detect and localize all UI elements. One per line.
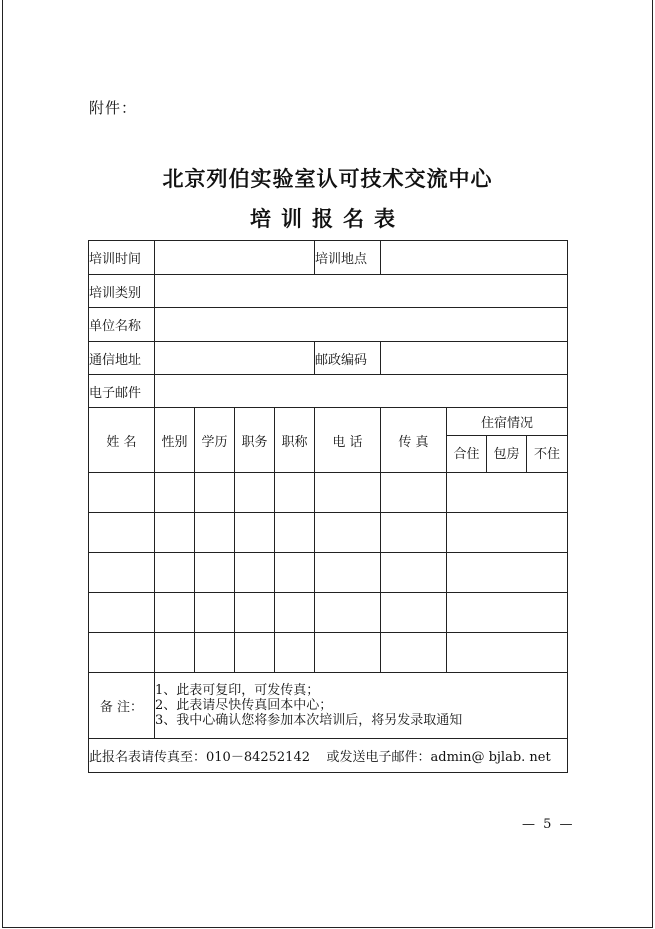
entry-cell[interactable] xyxy=(315,593,381,633)
col-header-title: 职称 xyxy=(275,408,315,473)
entry-cell[interactable] xyxy=(89,513,155,553)
entry-cell[interactable] xyxy=(89,473,155,513)
entry-cell[interactable] xyxy=(89,593,155,633)
entry-cell[interactable] xyxy=(447,593,568,633)
label-address: 通信地址 xyxy=(89,342,155,375)
field-organization[interactable] xyxy=(155,308,568,342)
col-header-education: 学历 xyxy=(195,408,235,473)
entry-cell[interactable] xyxy=(315,513,381,553)
entry-cell[interactable] xyxy=(275,633,315,673)
table-row xyxy=(89,633,568,673)
label-postal-code: 邮政编码 xyxy=(315,342,381,375)
entry-cell[interactable] xyxy=(235,473,275,513)
contact-footer: 此报名表请传真至：010－84252142 或发送电子邮件：admin@ bjlab. net xyxy=(89,739,568,773)
entry-cell[interactable] xyxy=(195,633,235,673)
remarks-content xyxy=(155,673,568,739)
entry-cell[interactable] xyxy=(275,553,315,593)
entry-cell[interactable] xyxy=(195,553,235,593)
entry-cell[interactable] xyxy=(447,473,568,513)
col-header-shared-room: 合住 xyxy=(447,436,487,473)
entry-cell[interactable] xyxy=(195,593,235,633)
entry-cell[interactable] xyxy=(315,473,381,513)
form-title: 培训报名表 xyxy=(250,206,405,231)
col-header-accommodation: 住宿情况 xyxy=(447,408,568,436)
field-postal-code[interactable] xyxy=(381,342,568,375)
entry-cell[interactable] xyxy=(381,513,447,553)
remark-line: 1、此表可复印，可发传真； xyxy=(155,683,320,698)
entry-cell[interactable] xyxy=(235,553,275,593)
registration-form-table xyxy=(88,240,568,773)
entry-cell[interactable] xyxy=(235,633,275,673)
page-number: — 5 — xyxy=(522,817,575,832)
entry-cell[interactable] xyxy=(89,633,155,673)
col-header-gender: 性别 xyxy=(155,408,195,473)
entry-cell[interactable] xyxy=(447,513,568,553)
entry-cell[interactable] xyxy=(315,553,381,593)
entry-cell[interactable] xyxy=(89,553,155,593)
field-training-place[interactable] xyxy=(381,241,568,275)
table-row xyxy=(89,553,568,593)
col-header-fax: 传 真 xyxy=(381,408,447,473)
col-header-private-room: 包房 xyxy=(487,436,527,473)
entry-cell[interactable] xyxy=(155,513,195,553)
field-training-category[interactable] xyxy=(155,275,568,308)
label-organization: 单位名称 xyxy=(89,308,155,342)
field-address[interactable] xyxy=(155,342,315,375)
entry-cell[interactable] xyxy=(447,553,568,593)
col-header-no-stay: 不住 xyxy=(527,436,568,473)
entry-cell[interactable] xyxy=(155,473,195,513)
label-training-time: 培训时间 xyxy=(89,241,155,275)
field-email[interactable] xyxy=(155,375,568,408)
entry-cell[interactable] xyxy=(275,473,315,513)
entry-cell[interactable] xyxy=(381,633,447,673)
entry-cell[interactable] xyxy=(235,593,275,633)
entry-cell[interactable] xyxy=(155,593,195,633)
table-row xyxy=(89,473,568,513)
col-header-position: 职务 xyxy=(235,408,275,473)
entry-cell[interactable] xyxy=(155,553,195,593)
document-title: 北京列伯实验室认可技术交流中心 xyxy=(162,166,493,191)
entry-cell[interactable] xyxy=(381,593,447,633)
entry-cell[interactable] xyxy=(381,473,447,513)
col-header-name: 姓 名 xyxy=(89,408,155,473)
entry-cell[interactable] xyxy=(275,513,315,553)
entry-cell[interactable] xyxy=(275,593,315,633)
entry-cell[interactable] xyxy=(155,633,195,673)
remark-line: 2、此表请尽快传真回本中心； xyxy=(155,698,333,713)
remarks-label: 备 注： xyxy=(89,673,155,739)
table-row xyxy=(89,593,568,633)
label-training-category: 培训类别 xyxy=(89,275,155,308)
label-email: 电子邮件 xyxy=(89,375,155,408)
entry-cell[interactable] xyxy=(381,553,447,593)
field-training-time[interactable] xyxy=(155,241,315,275)
entry-cell[interactable] xyxy=(315,633,381,673)
entry-cell[interactable] xyxy=(195,513,235,553)
entry-cell[interactable] xyxy=(195,473,235,513)
entry-cell[interactable] xyxy=(447,633,568,673)
table-row xyxy=(89,513,568,553)
label-training-place: 培训地点 xyxy=(315,241,381,275)
attachment-label: 附件： xyxy=(89,99,138,117)
remark-line: 3、我中心确认您将参加本次培训后，将另发录取通知 xyxy=(155,713,463,728)
entry-cell[interactable] xyxy=(235,513,275,553)
col-header-phone: 电 话 xyxy=(315,408,381,473)
